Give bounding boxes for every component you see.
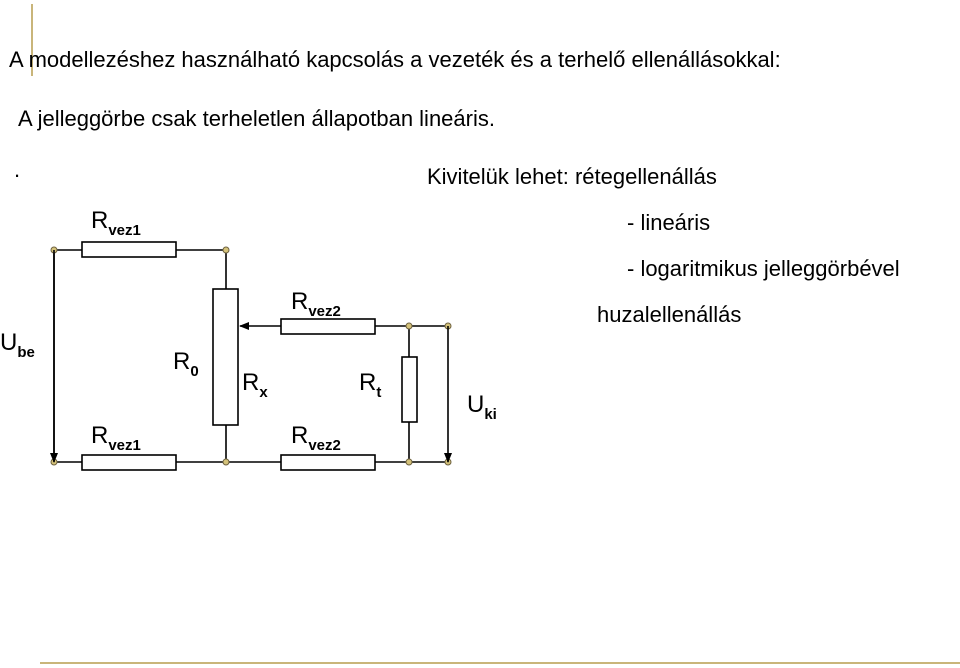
slide-title: A modellezéshez használható kapcsolás a vezeték és a terhelő ellenállásokkal: [9,47,781,72]
label-r0: $R_0$ [173,348,199,380]
terminal-node [223,247,229,253]
terminal-node [406,459,412,465]
info-item-logarithmic: - logaritmikus jelleggörbével [627,256,900,281]
label-rx: $R_x$ [242,369,268,401]
resistor-r0 [213,289,238,425]
label-r-vez1-top: $R_{vez1}$ [91,207,141,239]
resistor-r-vez1-top [82,242,176,257]
resistor-r-vez1-bottom [82,455,176,470]
terminal-node [406,323,412,329]
info-item-linear: - lineáris [627,210,711,235]
resistor-r-vez2-bottom [281,455,375,470]
resistor-r-vez2-top [281,319,375,334]
info-item-wire-resistor: huzalellenállás [597,302,742,327]
label-rt: $R_t$ [359,369,382,401]
slide-subtitle: A jelleggörbe csak terheletlen állapotban lineáris. [18,106,495,131]
label-u-ki: $U_{ki}$ [467,391,497,423]
info-heading: Kivitelük lehet: rétegellenállás [427,164,717,189]
label-u-be: $U_{be}$ [0,329,35,361]
resistor-rt [402,357,417,422]
stray-dot: . [14,157,21,182]
label-r-vez2-top: $R_{vez2}$ [291,288,341,320]
label-r-vez2-bottom: $R_{vez2}$ [291,422,341,454]
terminal-node [223,459,229,465]
label-r-vez1-bottom: $R_{vez1}$ [91,422,141,454]
